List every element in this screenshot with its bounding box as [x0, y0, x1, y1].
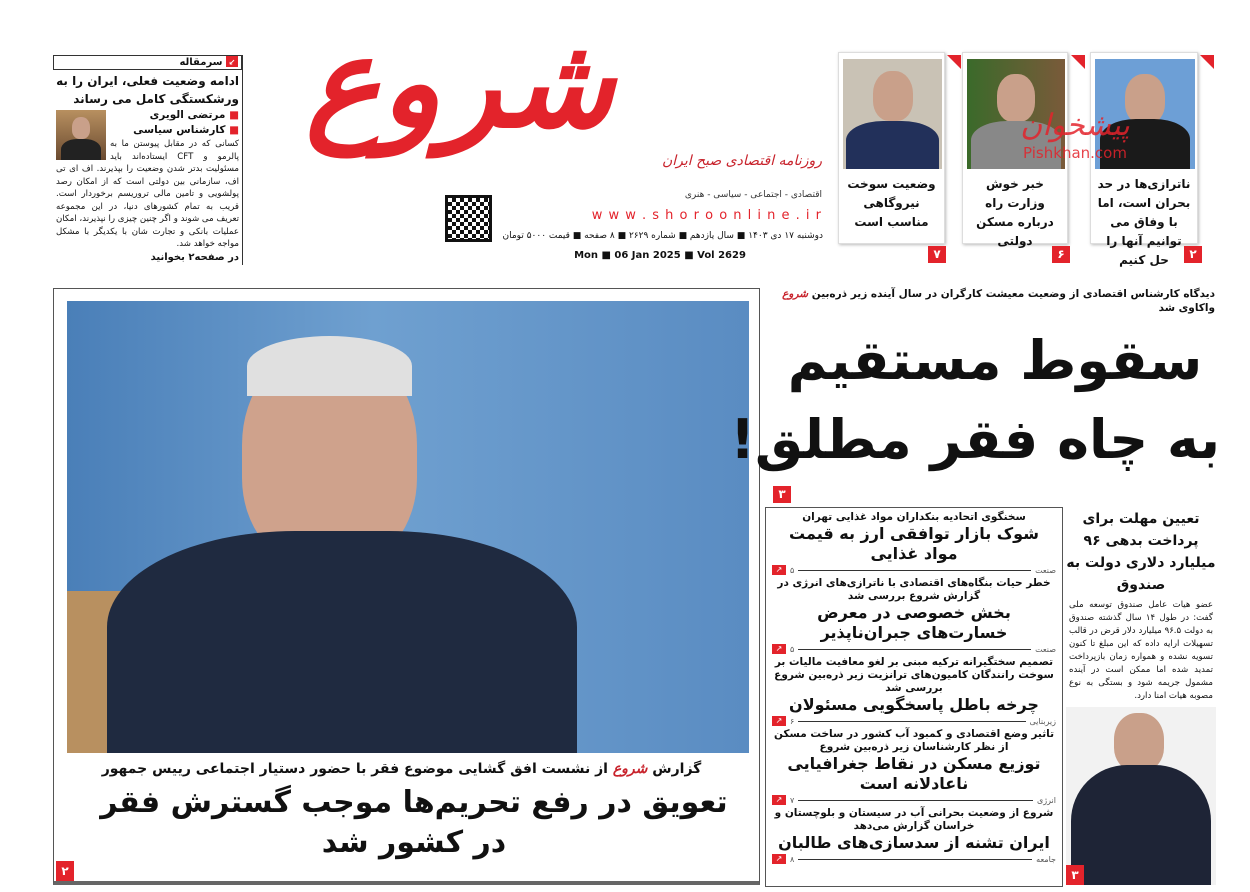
author-photo	[56, 110, 106, 160]
story-section: زیربنایی	[1029, 716, 1056, 726]
read-more-link[interactable]: در صفحه۲ بخوانید	[150, 251, 239, 263]
story-kicker: تصمیم سختگیرانه ترکیه مبنی بر لغو معافیت مالیات بر سوخت رانندگان کامیون‌های ترانزیت زیر ذره‌بین شروع بررسی شد	[774, 656, 1054, 694]
author-name: مرتضی الویری	[149, 109, 226, 121]
corner-marker	[1200, 55, 1214, 69]
story[interactable]	[772, 728, 1056, 805]
editorial-section-header	[53, 55, 242, 70]
main-photo	[67, 301, 749, 753]
editorial-title[interactable]: ادامه وضعیت فعلی، ایران را به ورشکستگی کامل می رساند	[56, 74, 239, 106]
page-badge: ۲	[56, 861, 74, 881]
story-page: ۵	[790, 644, 795, 654]
qr-code-icon[interactable]	[445, 195, 492, 242]
arrow-icon: ↙	[226, 56, 238, 67]
story[interactable]	[772, 656, 1056, 726]
story-page: ۷	[790, 795, 795, 805]
tagline: روزنامه اقتصادی صبح ایران	[661, 153, 822, 169]
teaser-text: خبر خوش وزارت راه درباره مسکن دولتی	[976, 177, 1054, 248]
story[interactable]	[772, 511, 1056, 575]
teaser-text: ناترازی‌ها در حد بحران است، اما با وفاق می توانیم آنها را حل کنیم	[1097, 177, 1191, 267]
page-badge: ۶	[1052, 246, 1070, 263]
corner-marker	[1071, 55, 1085, 69]
story-section: جامعه	[1036, 854, 1056, 864]
arrow-icon: ↗	[772, 716, 786, 726]
side-story[interactable]	[1066, 508, 1216, 885]
lead-headline-line1: سقوط مستقیم	[787, 329, 1203, 392]
arrow-icon: ↗	[772, 565, 786, 575]
story-kicker: سخنگوی اتحادیه بنکداران مواد غذایی تهران	[802, 511, 1026, 523]
photo-story[interactable]	[53, 288, 760, 885]
story-page: ۸	[790, 854, 795, 864]
categories: اقتصادی - اجتماعی - سیاسی - هنری	[684, 190, 822, 200]
story-title: توزیع مسکن در نقاط جغرافیایی ناعادلانه است	[787, 754, 1041, 793]
issue-date-en: Mon ■ 06 Jan 2025 ■ Vol 2629	[574, 250, 746, 261]
story-page: ۵	[790, 565, 795, 575]
photo-story-kicker: گزارش شروع از نشست افق گشایی موضوع فقر با حضور دستیار اجتماعی رییس جمهور	[101, 761, 702, 777]
editorial-box	[53, 55, 243, 265]
lead-kicker: دیدگاه کارشناس اقتصادی از وضعیت معیشت کارگران در سال آینده زیر ذره‌بین شروع واکاوی شد	[782, 288, 1215, 314]
teaser-text: وضعیت سوخت نیروگاهی مناسب است	[847, 177, 936, 229]
arrow-icon: ↗	[772, 644, 786, 654]
side-story-photo	[1066, 707, 1216, 885]
story[interactable]	[772, 577, 1056, 654]
editorial-section-label: سرمقاله	[179, 57, 223, 68]
story-kicker: خطر حیات بنگاه‌های اقتصادی با ناترازی‌های انرژی در گزارش شروع بررسی شد	[777, 577, 1051, 602]
story-title: بخش خصوصی در معرض خسارت‌های جبران‌ناپذیر	[817, 603, 1011, 642]
story-section: صنعت	[1035, 644, 1056, 654]
side-story-title: تعیین مهلت برای پرداخت بدهی ۹۶ میلیارد دلاری دولت به صندوق	[1066, 511, 1216, 593]
watermark-en: Pishkhan.com	[1023, 144, 1127, 162]
lead-headline[interactable]	[730, 322, 1220, 480]
page-badge: ۳	[1066, 865, 1084, 885]
story-title: ایران تشنه از سدسازی‌های طالبان	[778, 833, 1050, 852]
story[interactable]	[772, 807, 1056, 864]
arrow-icon: ↗	[772, 854, 786, 864]
photo-story-headline[interactable]: تعویق در رفع تحریم‌ها موجب گسترش فقر در کشور شد	[100, 785, 728, 860]
side-story-body: عضو هیات عامل صندوق توسعه ملی گفت: در طول ۱۴ سال گذشته صندوق به دولت ۹۶.۵ میلیارد دلار قرض در قالب تسهیلات ارایه داده که این مبلغ تا کنون تسویه نشده و همواره زمان بازپرداخت تمدید شده اما ممکن است در آینده مشمول جریمه شود و بستگی به نوع مصوبه هیات امنا دارد.	[1069, 600, 1213, 701]
stories-column	[765, 507, 1063, 887]
corner-marker	[947, 55, 961, 69]
story-section: صنعت	[1035, 565, 1056, 575]
teaser-photo	[843, 59, 942, 169]
editorial-content: ■ مرتضی الویری ■ کارشناس سیاسی کسانی که در مقابل پیوستن ما به پالرمو و CFT ایستاده‌اند باید مسئولیت بدتر شدن وضعیت را بپذیرند. اف ای تی اف، سازمانی بین دولتی است که از امکان رصد پولشویی و تامین مالی تروریسم برخوردار است. قریب به تمام کشورهای دنیا، در این مجموعه تعریف می شوند و اگر چنین چیزی را نپذیرند، امکان عملیات بانکی و تجارت شان با یکدیگر با مشکل مواجه خواهد شد.	[56, 109, 240, 249]
newspaper-logo: شروع	[305, 10, 615, 156]
story-page: ۶	[790, 716, 795, 726]
arrow-icon: ↗	[772, 795, 786, 805]
lead-headline-line2: به چاه فقر مطلق!	[730, 408, 1220, 471]
story-section: انرژی	[1037, 795, 1056, 805]
page-badge: ۲	[1184, 246, 1202, 263]
watermark-fa: پیشخوان	[1020, 108, 1130, 143]
issue-date-fa: دوشنبه ۱۷ دی ۱۴۰۳ ■ سال یازدهم ■ شماره ۲۶۲۹ ■ ۸ صفحه ■ قیمت ۵۰۰۰ تومان	[502, 231, 823, 241]
page-badge: ۷	[928, 246, 946, 263]
teaser-card[interactable]	[838, 52, 945, 244]
story-kicker: شروع از وضعیت بحرانی آب در سیستان و بلوچستان و خراسان گزارش می‌دهد	[774, 807, 1054, 832]
author-role: کارشناس سیاسی	[133, 124, 226, 136]
story-title: شوک بازار توافقی ارز به قیمت مواد غذایی	[789, 524, 1039, 563]
editorial-body: کسانی که در مقابل پیوستن ما به پالرمو و CFT ایستاده‌اند باید مسئولیت بدتر شدن وضعیت را بپذیرند. اف ای تی اف، سازمانی بین دولتی است که از امکان رصد پولشویی و تامین مالی تروریسم برخوردار است. قریب به تمام کشورهای دنیا، در این مجموعه تعریف می شوند و اگر چنین چیزی را نپذیرند، امکان عملیات بانکی و تجارت شان با یکدیگر با مشکل مواجه خواهد شد.	[56, 139, 240, 249]
page-badge: ۳	[773, 486, 791, 503]
story-kicker: تاثیر وضع اقتصادی و کمبود آب کشور در ساخت مسکن از نظر کارشناسان زیر ذره‌بین شروع	[773, 728, 1055, 753]
watermark	[1000, 108, 1150, 162]
website-url[interactable]: w w w . s h o r o o n l i n e . i r	[591, 208, 822, 223]
story-title: چرخه باطل پاسخگویی مسئولان	[789, 695, 1039, 714]
